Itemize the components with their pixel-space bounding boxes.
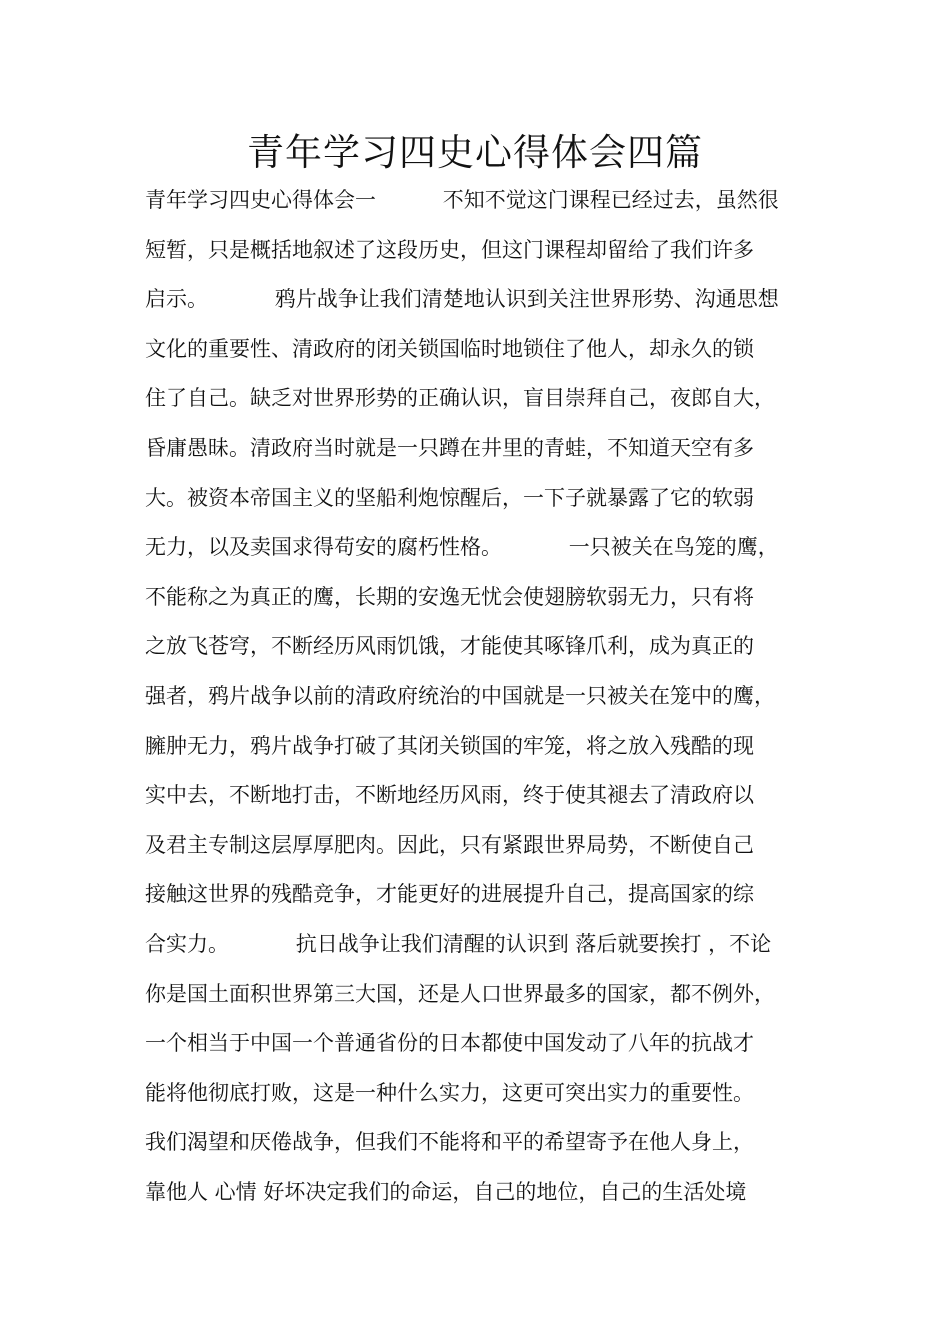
body-line: 大。被资本帝国主义的坚船利炮惊醒后，一下子就暴露了它的软弱 xyxy=(145,485,754,510)
body-line: 臃肿无力，鸦片战争打破了其闭关锁国的牢笼，将之放入残酷的现 xyxy=(145,733,754,758)
body-line: 文化的重要性、清政府的闭关锁国临时地锁住了他人，却永久的锁 xyxy=(145,336,754,361)
body-line: 你是国土面积世界第三大国，还是人口世界最多的国家，都不例外， xyxy=(145,981,775,1006)
document-body xyxy=(145,176,825,1217)
body-line: 能将他彻底打败，这是一种什么实力，这更可突出实力的重要性。 xyxy=(145,1080,754,1105)
body-line: 我们渴望和厌倦战争，但我们不能将和平的希望寄予在他人身上， xyxy=(145,1130,754,1155)
body-line: 之放飞苍穹，不断经历风雨饥饿，才能使其啄锋爪利，成为真正的 xyxy=(145,634,754,659)
body-line: 接触这世界的残酷竞争，才能更好的进展提升自己，提高国家的综 xyxy=(145,882,754,907)
body-line: 青年学习四史心得体会一 不知不觉这门课程已经过去，虽然很 xyxy=(145,188,779,212)
body-line: 一个相当于中国一个普通省份的日本都使中国发动了八年的抗战才 xyxy=(145,1031,754,1056)
body-line: 实中去，不断地打击，不断地经历风雨，终于使其褪去了清政府以 xyxy=(145,783,754,808)
body-line: 合实力。 抗日战争让我们清醒的认识到 落后就要挨打 ，不论 xyxy=(145,931,772,956)
body-line: 住了自己。缺乏对世界形势的正确认识，盲目崇拜自己，夜郎自大， xyxy=(145,386,775,411)
body-line: 不能称之为真正的鹰，长期的安逸无忧会使翅膀软弱无力，只有将 xyxy=(145,584,754,609)
body-line: 及君主专制这层厚厚肥肉。因此，只有紧跟世界局势，不断使自己 xyxy=(145,832,754,857)
body-line: 昏庸愚昧。清政府当时就是一只蹲在井里的青蛙，不知道天空有多 xyxy=(145,435,754,460)
body-line: 短暂，只是概括地叙述了这段历史，但这门课程却留给了我们许多 xyxy=(145,237,754,262)
document-title: 青年学习四史心得体会四篇 xyxy=(247,131,703,174)
body-line: 靠他人 心情 好坏决定我们的命运，自己的地位，自己的生活处境 xyxy=(145,1179,747,1204)
body-line: 启示。 鸦片战争让我们清楚地认识到关注世界形势、沟通思想 xyxy=(145,287,779,312)
body-line: 无力，以及卖国求得苟安的腐朽性格。 一只被关在鸟笼的鹰， xyxy=(145,535,779,560)
body-line: 强者，鸦片战争以前的清政府统治的中国就是一只被关在笼中的鹰， xyxy=(145,683,775,708)
